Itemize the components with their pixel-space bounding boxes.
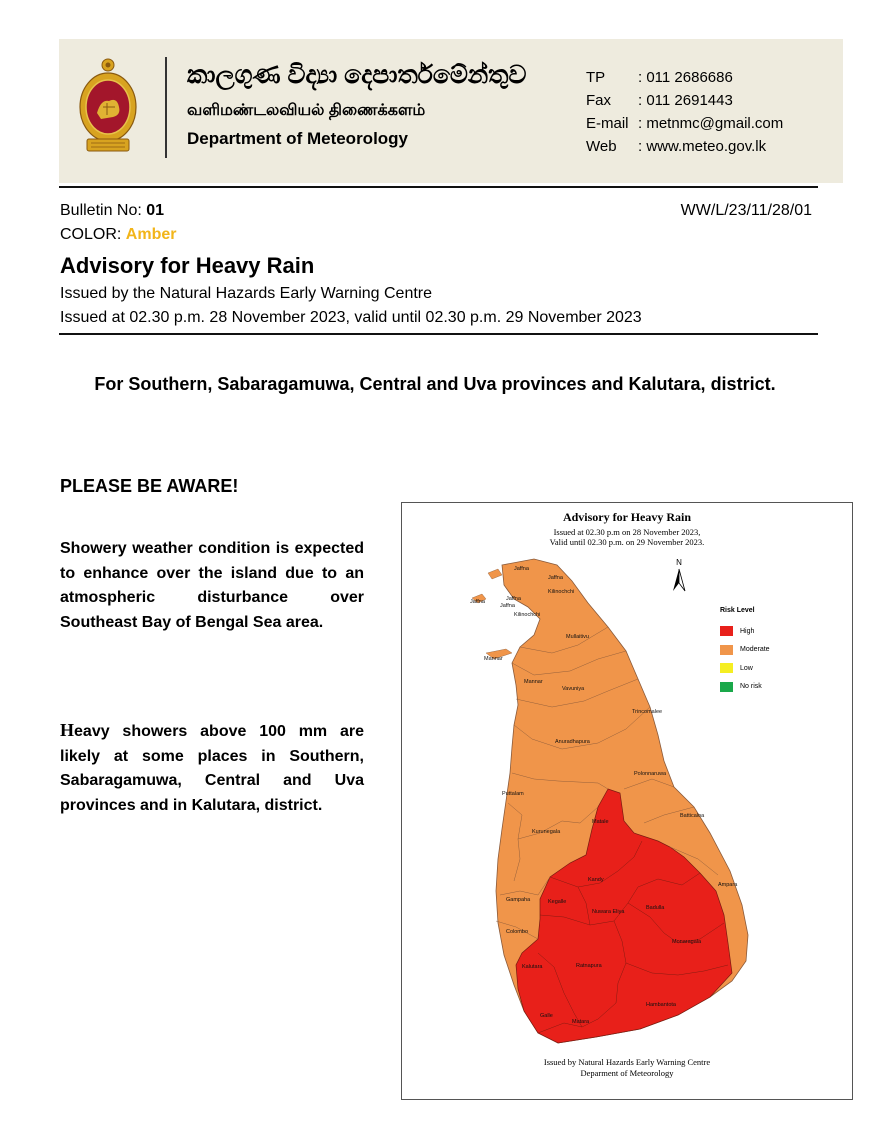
risk-map [401,502,853,1100]
bulletin-number: Bulletin No: 01 [60,202,165,219]
sri-lanka-map [402,503,852,1099]
map-title: Advisory for Heavy Rain [562,510,692,524]
map-footer-issuer: Issued by Natural Hazards Early Warning Centre [543,1057,711,1067]
bulletin-color: COLOR: Amber [60,226,177,243]
legend-title: Risk Level [720,607,755,614]
district-label-jaffna: Jaffna [470,599,485,605]
district-label-colombo: Colombo [506,929,529,935]
department-name-english: Department of Meteorology [187,129,409,148]
letterhead [59,39,843,183]
district-label-matale: Matale [592,819,609,825]
district-label-vavuniya: Vavuniya [562,686,585,692]
district-label-puttalam: Puttalam [502,791,524,797]
legend-swatch-no-risk [720,682,733,692]
advisory-title: Advisory for Heavy Rain [60,253,315,278]
issued-by: Issued by the Natural Hazards Early Warning Centre [60,285,433,302]
district-label-kurunegala: Kurunegala [532,829,561,835]
department-name-sinhala: කාලගුණ විද්‍යා දෙපාර්තමේන්තුව [187,61,527,89]
sri-lanka-emblem-icon [77,57,139,157]
district-label-jaffna: Jaffna [548,575,563,581]
department-name-tamil: வளிமண்டலவியல் திணைக்களம் [187,102,426,119]
district-label-kalutara: Kalutara [522,964,543,970]
district-label-kilinochchi: Kilinochchi [548,589,575,595]
district-label-batticaloa: Batticaloa [680,813,705,819]
header-divider [165,57,167,158]
district-label-hambantota: Hambantota [646,1002,676,1008]
district-label-kandy: Kandy [588,877,604,883]
heavy-showers-paragraph: Heavy showers above 100 mm are likely at some places in Southern, Sabaragamuwa, Central and Uva provinces and in Kalutara, district. [60,720,364,814]
map-subtitle-valid: Valid until 02.30 p.m. on 29 November 2023. [549,537,705,547]
legend-item-no-risk: No risk [720,678,770,697]
district-label-jaffna: Jaffna [514,566,529,572]
district-label-monaragala: Monaragala [672,939,702,945]
contact-details [586,66,783,158]
risk-legend [720,607,770,696]
district-label-ampara: Ampara [718,882,738,888]
legend-item-low: Low [720,659,770,678]
district-label-mannar: Mannar [484,656,503,662]
district-label-jaffna: Jaffna [506,596,521,602]
legend-swatch-moderate [720,645,733,655]
contact-web: Web : www.meteo.gov.lk [586,138,767,155]
district-label-galle: Galle [540,1013,553,1019]
district-label-trincomalee: Trincomalee [632,709,663,715]
district-label-anuradhapura: Anuradhapura [555,739,590,745]
district-label-badulla: Badulla [646,905,665,911]
legend-item-high: High [720,622,770,641]
district-label-mullaitivu: Mullaitivu [566,634,589,640]
legend-swatch-low [720,663,733,673]
map-subtitle-issued: Issued at 02.30 p.m on 28 November 2023, [553,527,701,537]
district-label-gampaha: Gampaha [506,897,531,903]
weather-paragraph: Showery weather condition is expected to enhance over the island due to an atmospheric disturbance over Southeast Bay of Bengal Sea area. [60,540,364,631]
district-label-nuwara-eliya: Nuwara Eliya [592,909,625,915]
district-label-kegalle: Kegalle [548,899,567,905]
district-label-matara: Matara [572,1019,590,1025]
contact-email: E-mail : metnmc@gmail.com [586,115,784,132]
contact-phone: TP : 011 2686686 [586,69,733,86]
affected-provinces: For Southern, Sabaragamuwa, Central and Uva provinces and Kalutara, district. [94,374,776,394]
legend-swatch-high [720,626,733,636]
district-label-ratnapura: Ratnapura [576,963,602,969]
district-label-kilinochchi: Kilinochchi [514,612,541,618]
north-label: N [676,558,682,567]
top-rule [59,186,818,188]
bulletin-reference: WW/L/23/11/28/01 [680,202,812,219]
district-label-polonnaruwa: Polonnaruwa [634,771,667,777]
please-be-aware: PLEASE BE AWARE! [60,476,239,496]
bottom-rule [59,333,818,335]
map-footer-department: Deparment of Meteorology [580,1068,674,1078]
legend-item-moderate: Moderate [720,641,770,660]
issued-at: Issued at 02.30 p.m. 28 November 2023, valid until 02.30 p.m. 29 November 2023 [60,309,642,326]
district-label-mannar: Mannar [524,679,543,685]
district-label-jaffna: Jaffna [500,603,515,609]
contact-fax: Fax : 011 2691443 [586,92,733,109]
